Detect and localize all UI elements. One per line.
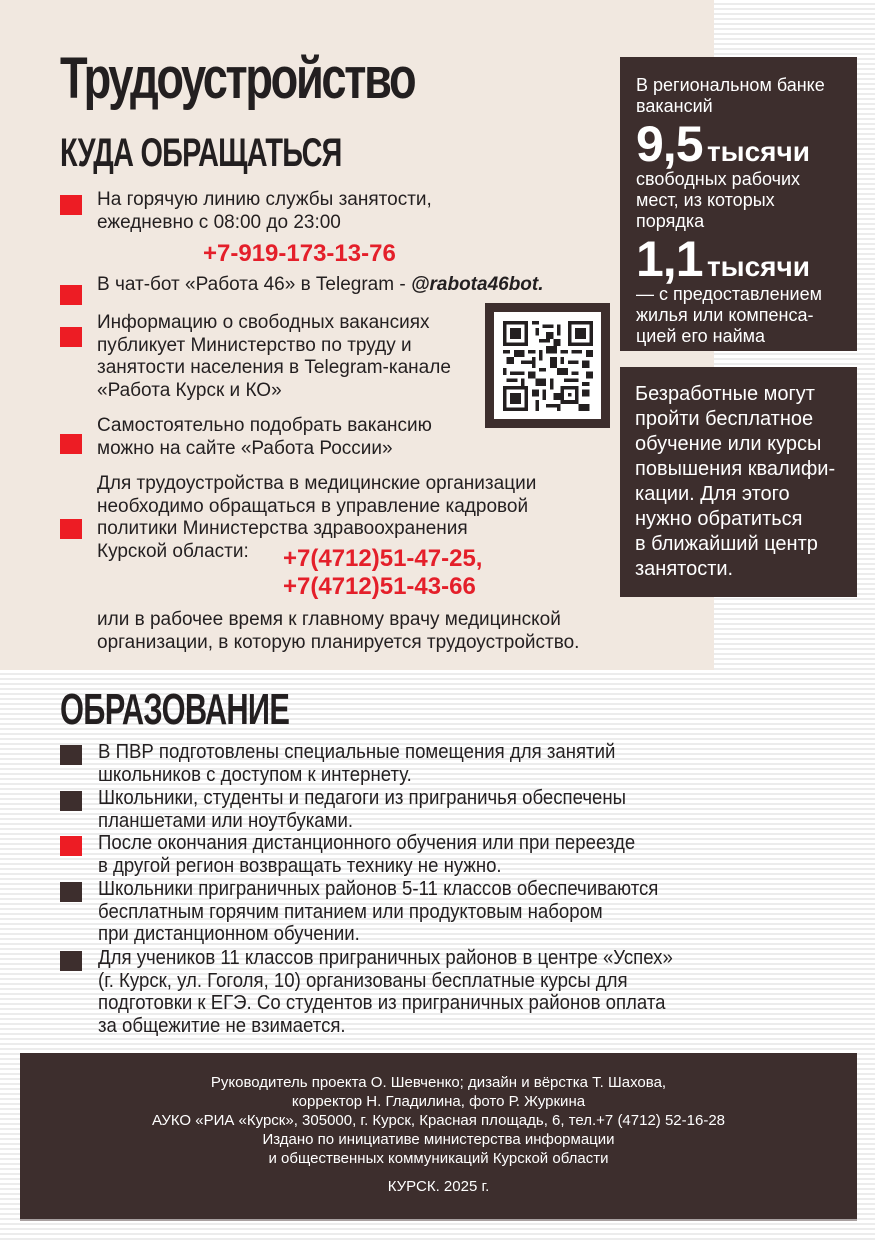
stat-text: свободных рабочих	[636, 169, 801, 189]
stat-value-vacancies	[636, 116, 841, 172]
text-line: организации, в которую планируется трудоустройство.	[97, 631, 580, 653]
stat-text: порядка	[636, 211, 705, 231]
education-heading: ОБРАЗОВАНИЕ	[60, 685, 290, 734]
text-line: (г. Курск, ул. Гоголя, 10) организованы бесплатные курсы для	[98, 969, 628, 992]
education-item	[98, 741, 615, 786]
dark-square-bullet-icon	[60, 791, 82, 811]
red-square-bullet-icon	[60, 327, 82, 347]
text-line: при дистанционном обучении.	[98, 923, 360, 945]
page-title: Трудоустройство	[60, 46, 415, 111]
medical-phone-link-1[interactable]: +7(4712)51-47-25,	[283, 545, 483, 572]
text-line: можно на сайте «Работа России»	[97, 437, 393, 459]
rabota-rossii-text	[97, 415, 432, 460]
info-text-line: Безработные могут	[635, 383, 815, 405]
stat-unit: тысячи	[706, 136, 810, 167]
footer-line: Руководитель проекта О. Шевченко; дизайн и вёрстка Т. Шахова,	[210, 1074, 667, 1091]
stat-number: 1,1	[636, 231, 703, 287]
stat-text: мест, из которых	[636, 190, 775, 210]
red-square-bullet-icon	[60, 519, 82, 539]
text-line: Школьники, студенты и педагоги из приграничья обеспечены	[98, 787, 627, 809]
red-square-bullet-icon	[60, 434, 82, 454]
training-info-box	[620, 367, 857, 597]
text-line: В ПВР подготовлены специальные помещения для занятий	[98, 741, 616, 763]
stat-number: 9,5	[636, 116, 703, 172]
telegram-bot-link[interactable]: @rabota46bot.	[410, 274, 544, 295]
education-item	[98, 832, 635, 877]
text-line: Информацию о свободных вакансиях	[97, 312, 430, 333]
footer-city-year: КУРСК. 2025 г.	[387, 1178, 490, 1195]
hotline-phone-link[interactable]: +7-919-173-13-76	[203, 240, 396, 267]
chatbot-text	[97, 274, 544, 297]
info-text-line: в ближайший центр	[635, 533, 818, 555]
stat-text: — с предоставлением	[636, 284, 822, 304]
info-text-line: кации. Для этого	[635, 483, 790, 505]
text-line: После окончания дистанционного обучения или при переезде	[98, 832, 636, 854]
stat-text: В региональном банке	[636, 75, 825, 95]
dark-square-bullet-icon	[60, 951, 82, 971]
text-line: необходимо обращаться в управление кадровой	[97, 495, 529, 517]
credits-footer	[20, 1053, 857, 1219]
text-line: Курской области:	[97, 540, 249, 562]
text-line: подготовки к ЕГЭ. Со студентов из приграничных районов оплата	[98, 992, 666, 1014]
section-subtitle: КУДА ОБРАЩАТЬСЯ	[60, 131, 342, 175]
text-line: Самостоятельно подобрать вакансию	[97, 415, 432, 436]
vacancy-stats-box	[620, 57, 857, 351]
footer-line: АУКО «РИА «Курск», 305000, г. Курск, Красная площадь, 6, тел.+7 (4712) 52-16-28	[151, 1112, 726, 1129]
education-item	[98, 878, 658, 946]
text-line: «Работа Курск и КО»	[97, 379, 282, 401]
info-text-line: нужно обратиться	[635, 508, 803, 530]
hotline-text	[97, 189, 432, 234]
stat-value-housing	[636, 231, 841, 287]
stat-unit: тысячи	[706, 251, 810, 282]
ministry-channel-text	[97, 312, 451, 402]
qr-code-icon	[494, 312, 601, 419]
text-line: школьников с доступом к интернету.	[98, 763, 412, 786]
red-square-bullet-icon	[60, 836, 82, 856]
education-item	[98, 947, 673, 1037]
stat-text: цией его найма	[636, 326, 766, 346]
text-line: На горячую линию службы занятости,	[97, 189, 432, 210]
dark-square-bullet-icon	[60, 745, 82, 765]
text-line: в другой регион возвращать технику не нужно.	[98, 854, 502, 877]
education-item	[98, 787, 626, 832]
text-line: Для учеников 11 классов приграничных районов в центре «Успех»	[98, 947, 673, 969]
text-line: публикует Министерство по труду и	[97, 334, 412, 356]
dark-square-bullet-icon	[60, 882, 82, 902]
text-line: политики Министерства здравоохранения	[97, 518, 468, 539]
red-square-bullet-icon	[60, 195, 82, 215]
info-text-line: повышения квалифи-	[635, 458, 836, 480]
text-line: бесплатным горячим питанием или продуктовым набором	[98, 900, 603, 923]
qr-code-graphic	[503, 321, 593, 411]
text-line: за общежитие не взимается.	[98, 1014, 346, 1037]
text-line: занятости населения в Telegram-канале	[97, 357, 451, 378]
footer-line: и общественных коммуникаций Курской области	[268, 1150, 609, 1167]
stat-text: вакансий	[636, 96, 713, 116]
info-text-line: пройти бесплатное	[635, 408, 814, 430]
text-line: ежедневно с 08:00 до 23:00	[97, 211, 341, 233]
footer-line: Издано по инициативе министерства информации	[262, 1131, 615, 1148]
text-line: или в рабочее время к главному врачу медицинской	[97, 609, 561, 630]
medical-jobs-after-text	[97, 609, 579, 654]
text-line: В чат-бот «Работа 46» в Telegram -	[97, 274, 411, 295]
medical-phone-link-2[interactable]: +7(4712)51-43-66	[283, 573, 476, 600]
text-line: планшетами или ноутбуками.	[98, 809, 354, 832]
text-line: Школьники приграничных районов 5-11 классов обеспечиваются	[98, 878, 659, 900]
info-text-line: обучение или курсы	[635, 433, 822, 455]
text-line: Для трудоустройства в медицинские организации	[97, 473, 537, 494]
footer-line: корректор Н. Гладилина, фото Р. Журкина	[291, 1093, 586, 1110]
stat-text: жилья или компенса-	[636, 305, 814, 325]
info-text-line: занятости.	[635, 558, 734, 580]
red-square-bullet-icon	[60, 285, 82, 305]
qr-code-frame[interactable]	[485, 303, 610, 428]
